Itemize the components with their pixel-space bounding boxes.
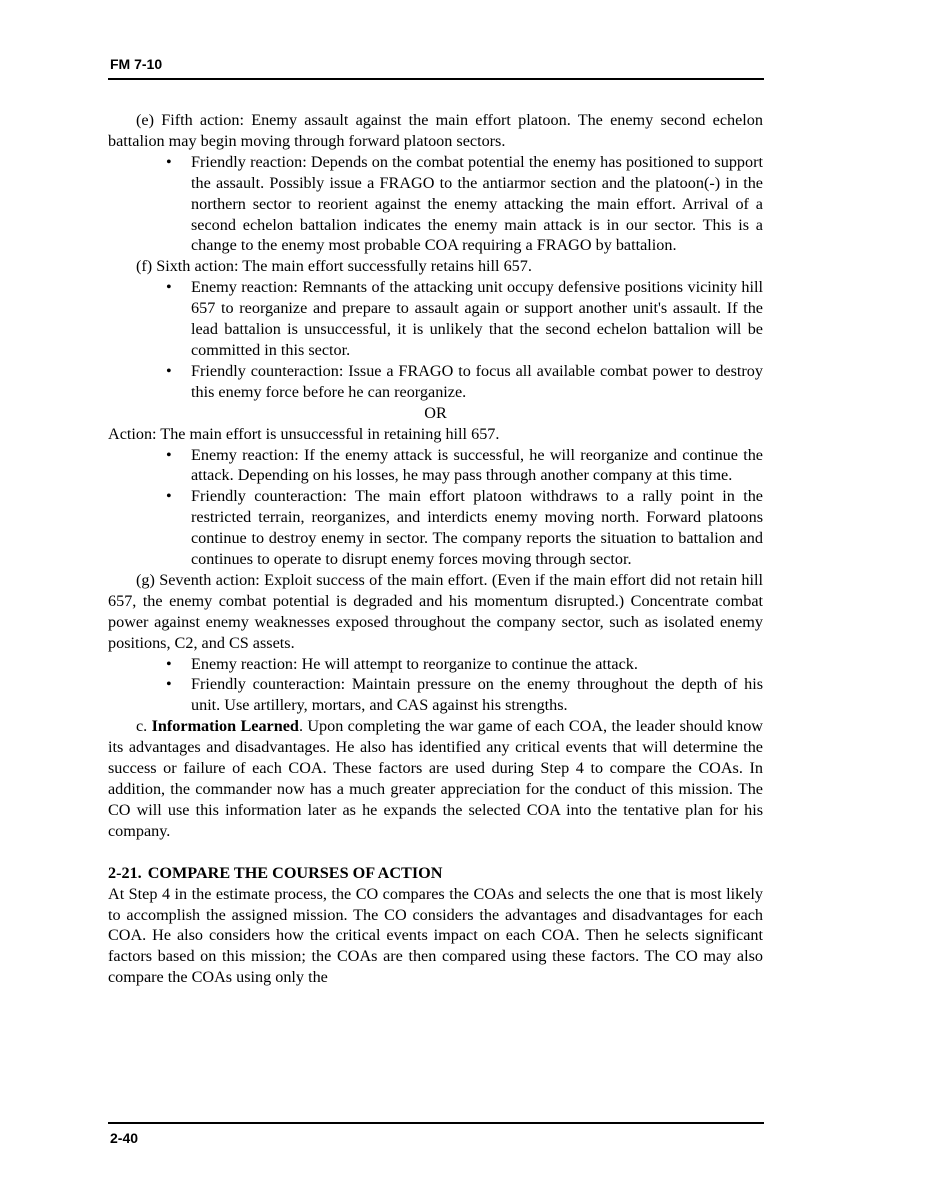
paragraph-g: (g) Seventh action: Exploit success of the main effort. (Even if the main effort did not retain hill 657, the enemy combat potential is degraded and his momentum disrupted.) Concentrate combat power against enemy weaknesses exposed throughout the company sector, such as isolated enemy positions, C2, and CS assets. — [108, 570, 763, 652]
paragraph-e: (e) Fifth action: Enemy assault against the main effort platoon. The enemy second echelon battalion may begin moving through forward platoon sectors. — [108, 111, 763, 150]
list-item: • Friendly counteraction: Maintain pressure on the enemy throughout the depth of his unit. Use artillery, mortars, and CAS against his strengths. — [166, 675, 763, 715]
bullet-icon: • — [166, 445, 172, 464]
list-item: • Enemy reaction: Remnants of the attacking unit occupy defensive positions vicinity hill 657 to reorganize and prepare to assault again or support another unit's assault. If the lead battalion is unsuccessful, it is unlikely that the second echelon battalion will be committed in this sector. — [166, 278, 763, 359]
paragraph-alt-action: Action: The main effort is unsuccessful in retaining hill 657. — [108, 424, 500, 443]
section-number: 2-21. — [108, 863, 142, 882]
or-separator: OR — [424, 403, 447, 422]
paragraph-c-body: . Upon completing the war game of each COA, the leader should know its advantages and disadvantages. He also has identified any critical events that will determine the success or failure of each COA. These factors are used during Step 4 to compare the COAs. In addition, the commander now has a much greater appreciation for the conduct of this mission. The CO will use this information later as he expands the selected COA into the tentative plan for his company. — [108, 717, 763, 840]
page-number: 2-40 — [110, 1130, 139, 1146]
bullet-list-f — [108, 277, 763, 402]
paragraph-c-title: Information Learned — [151, 717, 299, 736]
manual-id: FM 7-10 — [110, 56, 163, 72]
page-content — [108, 110, 763, 988]
page-footer — [108, 1122, 764, 1146]
bullet-list-alt — [108, 445, 763, 570]
paragraph-f: (f) Sixth action: The main effort successfully retains hill 657. — [136, 257, 532, 276]
bullet-list-e — [108, 152, 763, 257]
bullet-icon: • — [166, 361, 172, 380]
list-item: • Friendly reaction: Depends on the combat potential the enemy has positioned to support the assault. Possibly issue a FRAGO to the antiarmor section and the platoon(-) in the northern sector to reorient against the enemy attacking the main effort. Arrival of a second echelon battalion indicates the enemy main attack is in our sector. This is a change to the enemy most probable COA requiring a FRAGO by battalion. — [166, 152, 763, 255]
bullet-icon: • — [166, 487, 172, 506]
bullet-icon: • — [166, 278, 172, 297]
list-item: • Friendly counteraction: The main effort platoon withdraws to a rally point in the restricted terrain, reorganizes, and interdicts enemy moving north. Forward platoons continue to destroy enemy in sector. The company reports the situation to battalion and continues to operate to disrupt enemy forces moving through sector. — [166, 487, 763, 569]
section-heading — [108, 863, 763, 884]
section-title: COMPARE THE COURSES OF ACTION — [147, 863, 443, 882]
paragraph-2-21: At Step 4 in the estimate process, the CO compares the COAs and selects the one that is most likely to accomplish the assigned mission. The CO considers the advantages and disadvantages for each COA. He also considers how the critical events impact on each COA. Then he selects significant factors based on this mission; the COAs are then compared using these factors. The CO may also compare the COAs using only the — [108, 884, 763, 987]
bullet-icon: • — [166, 654, 172, 673]
bullet-icon: • — [166, 675, 172, 694]
paragraph-c-label: c. — [136, 717, 148, 736]
list-item: • Enemy reaction: If the enemy attack is successful, he will reorganize and continue the attack. Depending on his losses, he may pass through another company at this time. — [166, 445, 763, 485]
bullet-icon: • — [166, 152, 172, 171]
bullet-list-g — [108, 654, 763, 717]
page-header — [108, 52, 764, 80]
list-item: • Friendly counteraction: Issue a FRAGO to focus all available combat power to destroy this enemy force before he can reorganize. — [166, 361, 763, 401]
list-item: • Enemy reaction: He will attempt to reorganize to continue the attack. — [166, 654, 638, 673]
paragraph-c — [108, 716, 763, 841]
